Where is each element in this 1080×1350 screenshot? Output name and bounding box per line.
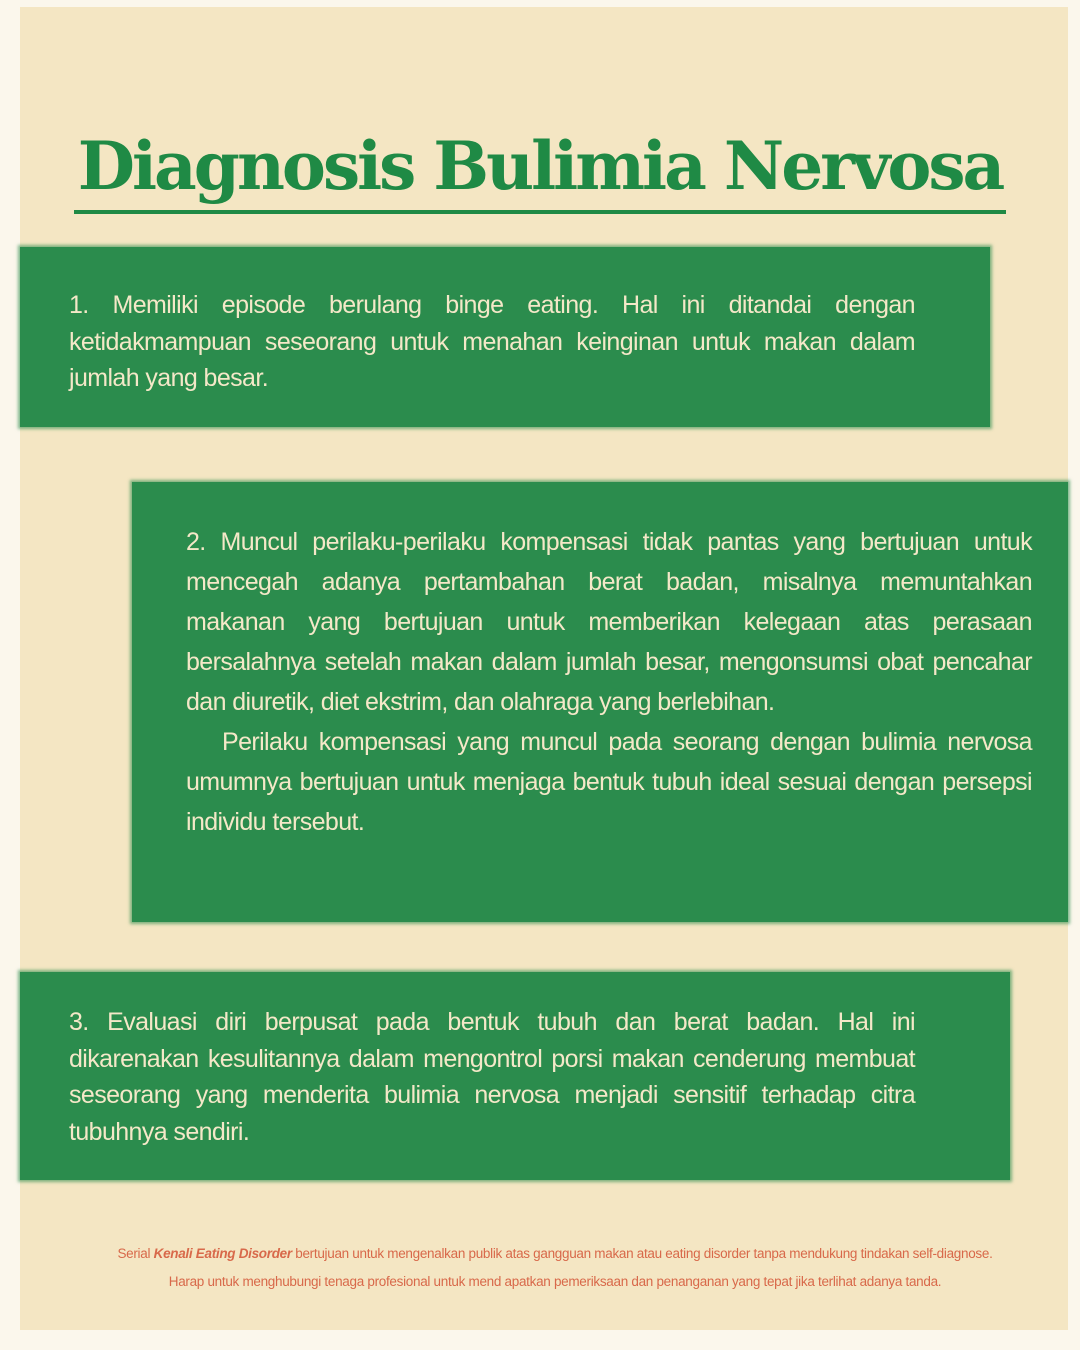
title-text: Diagnosis Bulimia Nervosa (74, 124, 1007, 214)
criterion-box-1 (20, 247, 990, 427)
criterion-3-text: 3. Evaluasi diri berpusat pada bentuk tubuh dan berat badan. Hal ini dikarenakan kesulitannya dalam mengontrol porsi makan cenderung membuat seseorang yang menderita bulimia nervosa menjadi sensitif terhadap citra tubuhnya sendiri. (69, 1008, 915, 1146)
footer-text: bertujuan untuk mengenalkan publik atas gangguan makan atau eating disorder tanpa mendukung tindakan self-diagnose. Harap untuk menghubungi tenaga profesional untuk mend apatkan pemeriksaan dan penanganan yang tepat jika terlihat adanya tanda. (168, 1246, 993, 1289)
footer-prefix: Serial (117, 1246, 154, 1261)
series-name: Kenali Eating Disorder (153, 1246, 292, 1261)
criterion-1-text: 1. Memiliki episode berulang binge eating. Hal ini ditandai dengan ketidakmampuan seseorang untuk menahan keinginan untuk makan dalam jumlah yang besar. (69, 291, 915, 392)
criterion-2-note: Perilaku kompensasi yang muncul pada seorang dengan bulimia nervosa umumnya bertujuan untuk menjaga bentuk tubuh ideal sesuai dengan persepsi individu tersebut. (186, 728, 1032, 836)
page-title (0, 124, 1080, 214)
criterion-2-text: 2. Muncul perilaku-perilaku kompensasi tidak pantas yang bertujuan untuk mencegah adanya pertambahan berat badan, misalnya memuntahkan makanan yang bertujuan untuk memberikan kelegaan atas perasaan bersalahnya setelah makan dalam jumlah besar, mengonsumsi obat pencahar dan diuretik, diet ekstrim, dan olahraga yang berlebihan. (186, 528, 1032, 716)
disclaimer-footer (110, 1240, 1000, 1296)
criterion-box-3 (20, 972, 1010, 1180)
criterion-box-2 (132, 482, 1068, 922)
